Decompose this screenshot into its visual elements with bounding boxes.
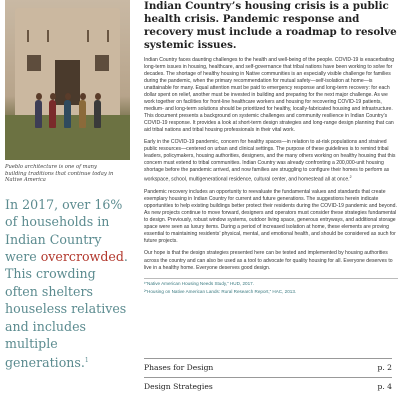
vigas-beam bbox=[87, 30, 89, 42]
pull-quote-highlight: overcrowded bbox=[40, 249, 124, 264]
footnote-ref: 2 bbox=[349, 175, 352, 180]
person-figure bbox=[79, 100, 86, 128]
body-paragraph: Pandemic recovery includes an opportunity to reevaluate the fundamental values and standards that create exemplary housing in Indian Country for current and future generations. The suggestions herein indicate opportunities to help existing buildings better protect their residents during the COVID-19 pandemic and beyond. As new projects continue to move forward, designers and operators must consider these strategies fundamental to design. Previously, robust window systems, outdoor living space, generous entryways, and additional storage space were seen as luxury items. During a period of increased isolation at home, these elements are proving essential to maintaining residents’ physical, mental, and emotional health, and should be considered as such for future projects. bbox=[144, 189, 397, 245]
footnote-ref: 1 bbox=[84, 357, 89, 365]
toc-title: Design Strategies bbox=[144, 382, 213, 391]
paragraph-text: Early in the COVID-19 pandemic, concern for healthy spaces—in relation to at-risk populations and strained public resources—centered on urban and clinical settings. The purpose of these guidelines is to remind tribal leaders, policymakers, housing authorities, designers, and the many others working on healthy housing that this concern must extend to tribal communities. Indian Country was already confronting a 200,000-unit housing shortage before the pandemic arrived, and now families are struggling to configure their homes to perform as workspace, school, multigenerational residence, cultural center, and homestead all at once. bbox=[144, 139, 396, 184]
page-headline: Indian Country’s housing crisis is a public health crisis. Pandemic response and recovery must include a roadmap to resolve systemic issues. bbox=[144, 0, 397, 51]
person-figure bbox=[80, 93, 86, 100]
toc-page: p. 4 bbox=[377, 382, 392, 391]
person-figure bbox=[35, 100, 42, 128]
vigas-beam bbox=[107, 30, 109, 42]
footnote: ²“Housing on Native American Lands: Rural Research Report,” HAC, 2013. bbox=[144, 288, 297, 294]
toc-page: p. 2 bbox=[377, 363, 392, 372]
person-figure bbox=[64, 100, 71, 128]
vigas-beam bbox=[47, 30, 49, 42]
main-column bbox=[144, 0, 398, 295]
person-figure bbox=[50, 93, 56, 100]
adobe-window bbox=[95, 55, 109, 71]
pueblo-photo bbox=[5, 0, 130, 160]
toc-row[interactable] bbox=[144, 377, 392, 396]
pull-quote-text: In 2017, over 16% of households in Indian Country were bbox=[5, 196, 123, 264]
photo-caption: Pueblo architecture is one of many building traditions that continue today in Native America bbox=[5, 164, 114, 184]
table-of-contents bbox=[144, 358, 392, 396]
person-figure bbox=[36, 93, 42, 100]
person-figure bbox=[94, 100, 101, 128]
body-paragraph bbox=[144, 139, 398, 184]
pull-quote bbox=[5, 196, 130, 372]
pull-quote-text: . This crowding often shelters houseless relatives and includes multiple generations. bbox=[5, 249, 128, 371]
person-figure bbox=[49, 100, 56, 128]
body-paragraph: Our hope is that the design strategies presented here can be tested and implemented by housing authorities across the country and can also be used as a tool to advocate for quality housing for all. Everyone deserves to live in a healthy home. Everyone deserves good design. bbox=[144, 250, 393, 271]
toc-row[interactable] bbox=[144, 358, 392, 377]
person-figure bbox=[95, 93, 101, 100]
footnote: ¹“Native American Housing Needs Study,” HUD, 2017. bbox=[144, 280, 254, 286]
divider bbox=[144, 278, 398, 279]
toc-title: Phases for Design bbox=[144, 363, 214, 372]
adobe-window bbox=[27, 55, 41, 71]
person-figure bbox=[65, 93, 71, 100]
left-column bbox=[5, 0, 130, 372]
vigas-beam bbox=[27, 30, 29, 42]
body-paragraph: Indian Country faces daunting challenges to the health and well-being of the people. COVID-19 is exacerbating long-term issues in housing, healthcare, and self-governance that tribal nations have been working to solve for decades. The shortage of healthy housing in Native communities is an especially visible challenge for families during the pandemic, when the primary recommendation for mutual safety—self-isolation at home—is unattainable for many. Equal attention must be paid to emergency response and long-term recovery: for each dollar spent on relief, another must be invested in building and preparing for the next major challenge. As we work together on facilities for front-line healthcare workers and housing for recovering COVID-19 patients, medium- and long-term solutions should be prioritized for healthy, locally-fabricated housing and infrastructure. This document presents a background on systemic challenges and community resilience in Indian Country’s COVID-19 response. It provides a look at short-term design strategies and long-range design planning that can aid tribal nations and tribal housing professionals in their vital work. bbox=[144, 56, 395, 134]
